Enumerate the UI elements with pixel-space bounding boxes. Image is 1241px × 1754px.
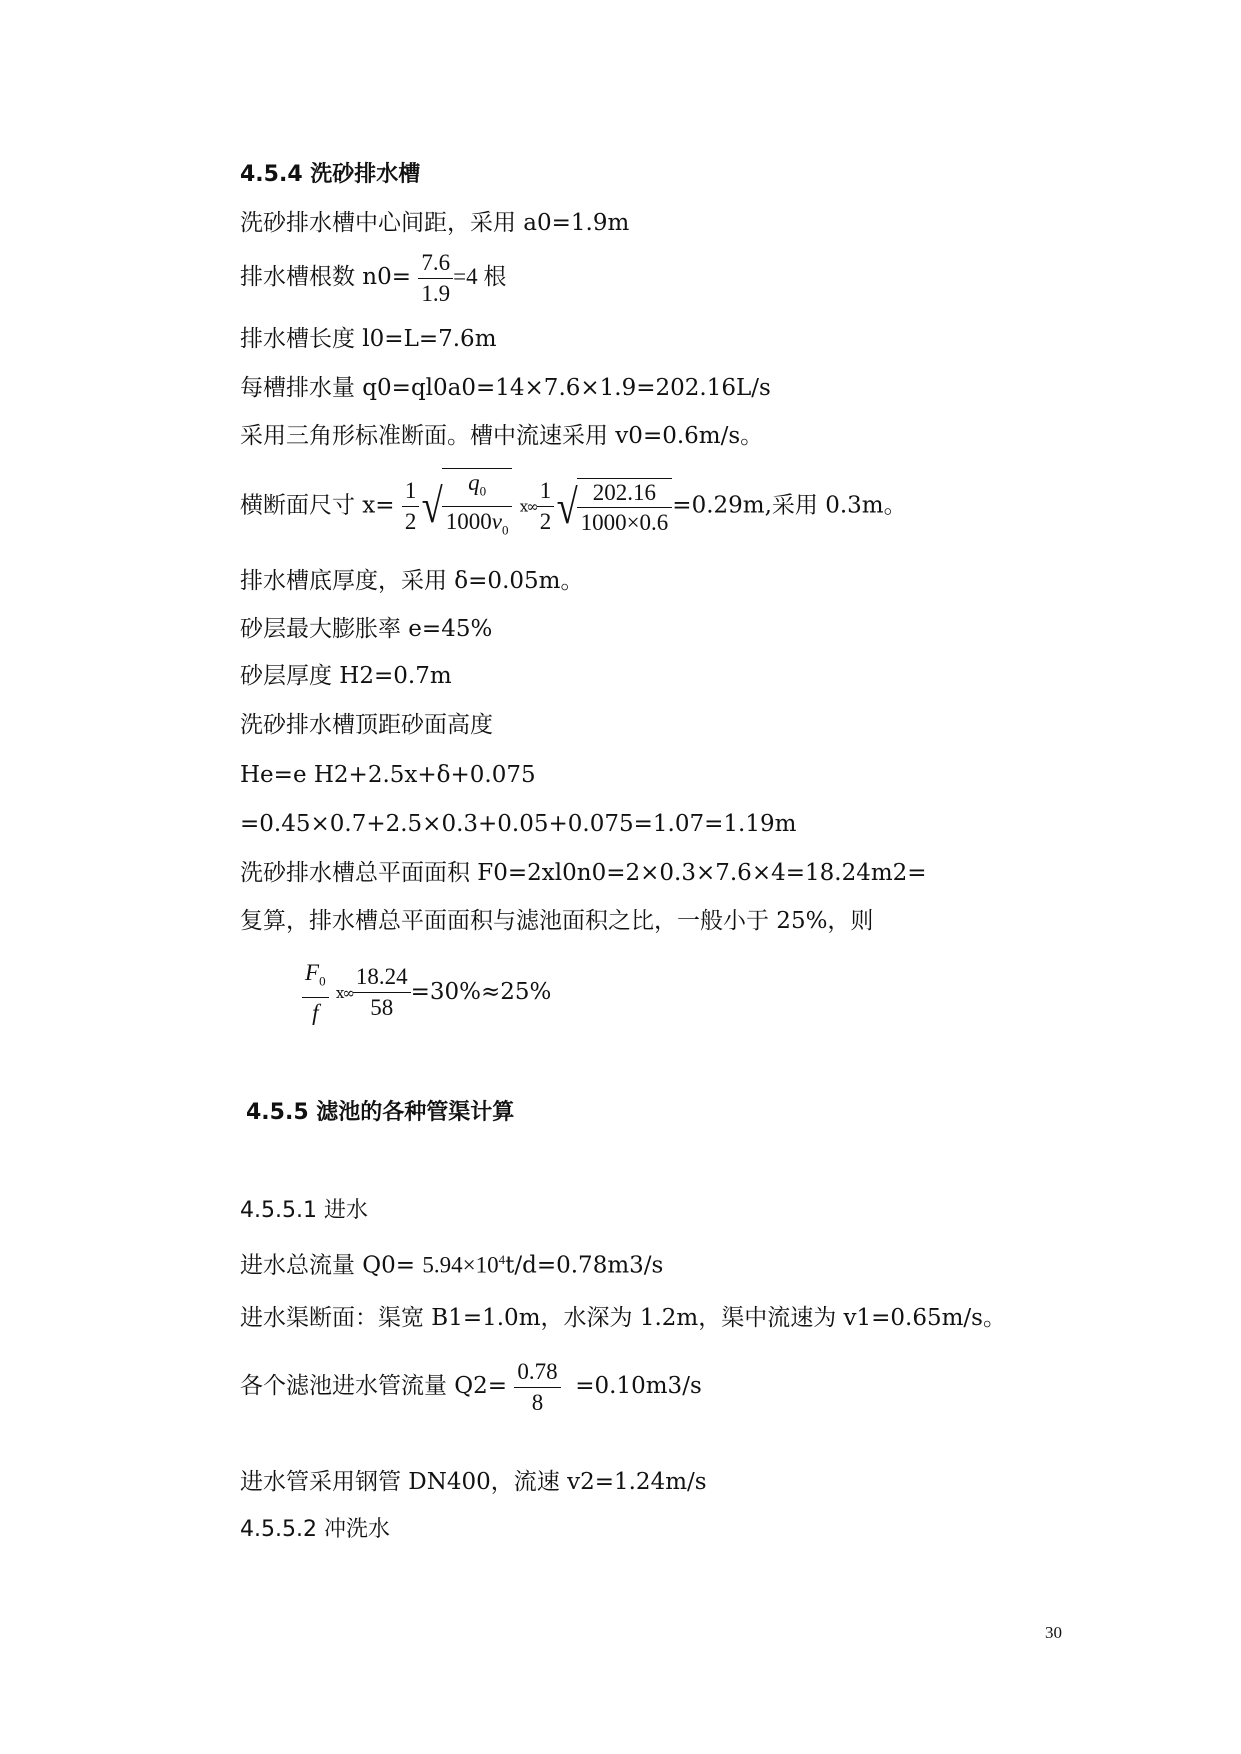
height-title: 洗砂排水槽顶距砂面高度	[240, 712, 493, 738]
total-flow-line	[240, 1245, 663, 1281]
length-line: 排水槽长度 l0=L=7.6m	[240, 326, 497, 352]
count-label: 排水槽根数 n0=	[240, 264, 412, 290]
section-heading-4-5-5: 4.5.5 滤池的各种管渠计算	[246, 1100, 515, 1125]
size-num-2: 202.16	[577, 479, 673, 508]
area-line: 洗砂排水槽总平面面积 F0=2xl0n0=2×0.3×7.6×4=18.24m2=	[240, 860, 927, 886]
pipe-flow-fraction	[514, 1357, 560, 1418]
subsection-heading-4-5-5-1: 4.5.5.1 进水	[240, 1198, 368, 1223]
sand-thickness-line: 砂层厚度 H2=0.7m	[240, 663, 452, 689]
size-half-den: 2	[404, 509, 417, 535]
pipe-flow-den: 8	[531, 1389, 544, 1415]
count-denominator: 1.9	[421, 280, 451, 306]
size-result: =0.29m,采用 0.3m。	[672, 492, 907, 519]
size-half-fraction	[402, 476, 420, 537]
pipe-line: 进水管采用钢管 DN400，流速 v2=1.24m/s	[240, 1469, 707, 1495]
size-sqrt-1: √ $\frac{q_0}{1000v_0}$	[419, 468, 512, 545]
channel-line: 进水渠断面：渠宽 B1=1.0m，水深为 1.2m，渠中流速为 v1=0.65m/s。	[240, 1305, 1006, 1331]
ratio-approx: x∞	[335, 983, 353, 1002]
size-half-num: 1	[402, 476, 420, 507]
size-formula	[240, 468, 907, 545]
page-number: 30	[1045, 1623, 1062, 1642]
height-calc: =0.45×0.7+2.5×0.3+0.05+0.075=1.07=1.19m	[240, 811, 797, 837]
ratio-result: =30%≈25%	[410, 978, 552, 1005]
spacing-line: 洗砂排水槽中心间距，采用 a0=1.9m	[240, 210, 630, 236]
size-half-num-2: 1	[537, 476, 555, 507]
size-approx: x∞	[519, 497, 537, 516]
size-half-fraction-2	[537, 476, 555, 537]
size-v: v	[491, 508, 502, 534]
ratio-fraction-F	[302, 958, 329, 1028]
size-q-sub: 0	[479, 483, 487, 499]
size-q: q	[468, 470, 480, 495]
total-flow-exp: 4	[498, 1252, 506, 1267]
pipe-flow-result: =0.10m3/s	[575, 1373, 702, 1399]
size-den-2: 1000×0.6	[580, 510, 669, 536]
size-label: 横断面尺寸 x=	[240, 492, 395, 519]
size-den-prefix: 1000	[445, 508, 492, 534]
ratio-f: f	[312, 999, 319, 1025]
section-heading-4-5-4: 4.5.4 洗砂排水槽	[240, 162, 421, 187]
count-formula	[240, 247, 506, 309]
thickness-line: 排水槽底厚度，采用 δ=0.05m。	[240, 568, 584, 594]
total-flow-rest: t/d=0.78m3/s	[505, 1252, 664, 1279]
pipe-flow-num: 0.78	[514, 1357, 560, 1388]
size-v-sub: 0	[501, 522, 509, 538]
pipe-flow-label: 各个滤池进水管流量 Q2=	[240, 1373, 508, 1399]
total-flow-value: 5.94×10	[422, 1252, 499, 1278]
count-fraction	[418, 248, 453, 309]
expansion-line: 砂层最大膨胀率 e=45%	[240, 616, 493, 642]
ratio-num: 18.24	[353, 962, 411, 993]
ratio-formula	[302, 958, 551, 1028]
total-flow-label: 进水总流量 Q0=	[240, 1252, 423, 1279]
height-formula: He=e H2+2.5x+δ+0.075	[240, 762, 536, 788]
ratio-fraction-value	[353, 962, 411, 1023]
ratio-F: F	[305, 960, 320, 985]
count-numerator: 7.6	[418, 248, 453, 279]
count-result: =4 根	[453, 264, 507, 289]
ratio-den: 58	[370, 995, 394, 1021]
pipe-flow-formula	[240, 1356, 702, 1418]
size-half-den-2: 2	[539, 509, 552, 535]
subsection-heading-4-5-5-2: 4.5.5.2 冲洗水	[240, 1517, 390, 1542]
ratio-F-sub: 0	[319, 973, 326, 989]
flow-line: 每槽排水量 q0=ql0a0=14×7.6×1.9=202.16L/s	[240, 375, 771, 401]
size-sqrt-2: √ $\frac{202.16}{1000\times 0.6}$	[554, 475, 672, 539]
section-line: 采用三角形标准断面。槽中流速采用 v0=0.6m/s。	[240, 423, 764, 449]
check-line: 复算，排水槽总平面面积与滤池面积之比，一般小于 25%，则	[240, 908, 874, 934]
